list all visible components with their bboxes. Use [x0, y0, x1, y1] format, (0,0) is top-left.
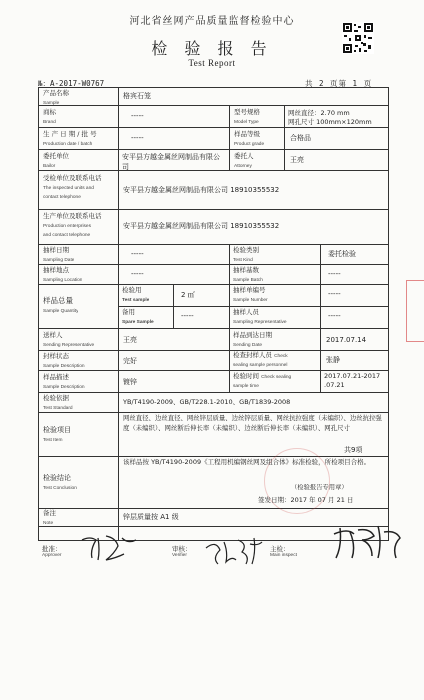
issue-date: 签发日期：2017 年 07 月 21 日	[258, 496, 354, 504]
test-standard-value: YB/T4190-2009、GB/T228.1-2010、GB/T1839-2008	[123, 398, 291, 406]
approver-field: 批准： Approver	[42, 545, 62, 558]
seal-status-value: 完好	[123, 357, 137, 365]
test-item-label: 检验项目 Test Item	[43, 426, 71, 444]
inspected-unit-label: 受检单位及联系电话 The inspected units and contact telephone	[43, 174, 102, 200]
page-info: 共 2 页第 1 页	[305, 79, 373, 88]
report-table	[38, 87, 389, 541]
test-time-label: 检验时间 Check sealing sample time	[233, 372, 292, 390]
sample-batch-value: -----	[328, 270, 341, 278]
sampling-rep-label: 抽样人员 Sampling Representative	[233, 308, 287, 325]
note-label: 备注 Note	[43, 509, 56, 526]
test-item-value: 网丝直径、边丝直径、网丝锌层质量、边丝锌层质量、网丝抗拉强度（未编织）、边丝抗拉强度（未编织）、网丝断后伸长率（未编织）、边丝断后伸长率（未编织）、网孔尺寸	[123, 414, 382, 432]
product-name-value: 格宾石笼	[123, 92, 151, 100]
spare-sample-value: -----	[181, 312, 194, 320]
brand-value: -----	[131, 112, 144, 120]
product-name-label: 产品名称 Sample	[43, 89, 69, 106]
attorney-value: 王亮	[290, 156, 304, 164]
sending-rep-label: 送样人 Sending Representative	[43, 331, 95, 348]
sampling-rep-value: -----	[328, 312, 341, 320]
main-inspector-field: 主检： Main inspect	[270, 545, 297, 558]
brand-label: 商标 Brand	[43, 108, 56, 125]
test-sample-label: 检验用 Test sample	[122, 286, 150, 303]
sampling-date-label: 抽样日期 Sampling Date	[43, 246, 75, 263]
production-date-value: -----	[131, 134, 144, 142]
test-sample-value: 2 ㎡	[181, 291, 195, 299]
test-kind-value: 委托检验	[328, 250, 356, 258]
main-inspector-signature	[330, 522, 410, 562]
test-time-value: 2017.07.21-2017 .07.21	[324, 372, 381, 389]
grade-value: 合格品	[290, 134, 311, 142]
sampling-location-value: -----	[131, 270, 144, 278]
verifier-signature	[200, 534, 270, 568]
bailor-value: 安平县方越金属丝网制品有限公司	[122, 153, 220, 172]
test-standard-label: 检验依据 Test Standard	[43, 394, 73, 411]
conclusion-stamp-text: （检验报告专用章）	[291, 484, 348, 491]
production-date-label: 生 产 日 期 / 批 号 Production date / batch	[43, 130, 97, 147]
seal-status-label: 封样状态 Sample Description	[43, 352, 85, 369]
bailor-label: 委托单位 Bailor	[43, 152, 69, 169]
edge-stamp-mark	[406, 280, 424, 342]
verifier-field: 审核： Verifier	[172, 545, 192, 558]
sample-batch-label: 抽样基数 Sample Batch	[233, 266, 263, 283]
sending-date-value: 2017.07.14	[326, 336, 367, 344]
sample-number-label: 抽样单编号 Sample Number	[233, 286, 268, 303]
sending-rep-value: 王亮	[123, 336, 137, 344]
approver-signature	[76, 530, 146, 564]
spare-sample-label: 备用 Spare Sample	[122, 308, 154, 325]
sample-desc-value: 镀锌	[123, 378, 137, 386]
sample-number-value: -----	[328, 290, 341, 298]
report-subtitle: Test Report	[188, 58, 236, 68]
check-person-value: 张静	[326, 356, 340, 364]
grade-label: 样品等级 Product grade	[234, 130, 265, 147]
sampling-date-value: -----	[131, 250, 144, 258]
org-name: 河北省丝网产品质量监督检验中心	[129, 16, 295, 27]
note-value: 锌层质量按 A1 级	[123, 513, 179, 521]
producer-value: 安平县方越金属丝网制品有限公司 18910355532	[123, 222, 280, 230]
conclusion-label: 检验结论 Test Conclusion	[43, 474, 77, 492]
conclusion-value: 该样品按 YB/T4190-2009《工程用机编钢丝网及组合体》标准检验，所检项目合格。	[123, 458, 371, 466]
test-item-count: 共9项	[344, 446, 363, 454]
sending-date-label: 样品到达日期 Sending Date	[233, 331, 272, 348]
test-kind-label: 检验类别 Test Kind	[233, 246, 259, 263]
sampling-location-label: 抽样地点 Sampling Location	[43, 266, 83, 283]
model-value: 网丝直径：2.70 mm 网孔尺寸 100mm×120mm	[288, 109, 372, 126]
producer-label: 生产单位及联系电话 Production enterprises and contact telephone	[43, 212, 102, 238]
report-number: №：A-2017-W0767	[38, 79, 105, 88]
model-label: 型号规格 Model Type	[234, 108, 260, 125]
report-title: 检 验 报 告	[151, 39, 273, 58]
attorney-label: 委托人 Attorney	[234, 152, 254, 169]
sample-desc-label: 样品描述 Sample Description	[43, 373, 85, 390]
sample-qty-label: 样品总量 Sample Quantity	[43, 296, 79, 315]
check-person-label: 检查封样人员 Check sealing sample personnel	[233, 351, 288, 369]
inspected-unit-value: 安平县方越金属丝网制品有限公司 18910355532	[123, 186, 280, 194]
